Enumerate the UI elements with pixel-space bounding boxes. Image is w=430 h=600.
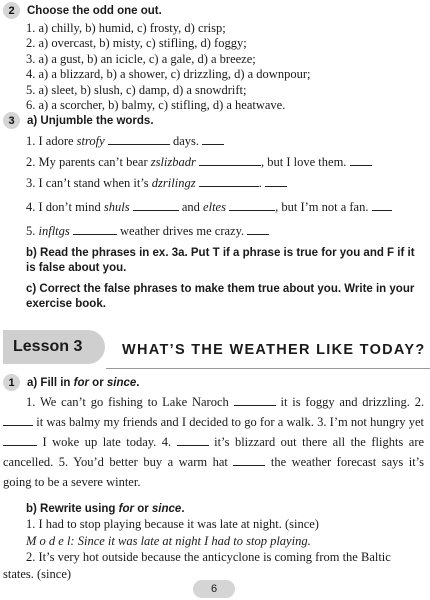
sentence-2: 2. My parents can’t bear zslizbadr , but I love them.	[3, 155, 372, 170]
exercise-3-header	[3, 112, 424, 129]
list-item: 1. I had to stop playing because it was late at night. (since)	[26, 517, 319, 531]
sentence-4: 4. I don’t mind shuls and eltes , but I’m not a fan.	[3, 200, 392, 215]
sentence-3: 3. I can’t stand when it’s dzrilingz .	[3, 176, 287, 191]
answer-blank[interactable]	[199, 156, 261, 166]
exercise-subtitle: a) Unjumble the words.	[27, 114, 154, 127]
answer-blank[interactable]	[3, 436, 37, 446]
exercise-1	[3, 374, 424, 391]
answer-blank[interactable]	[133, 201, 179, 211]
sentence-5: 5. infltgs weather drives me crazy.	[3, 224, 269, 239]
jumbled-word: eltes	[203, 200, 226, 214]
tf-blank[interactable]	[265, 177, 287, 187]
tf-blank[interactable]	[372, 201, 392, 211]
answer-blank[interactable]	[233, 456, 265, 466]
answer-blank[interactable]	[234, 396, 276, 406]
list-item: 2. a) overcast, b) misty, c) stifling, d) foggy;	[26, 36, 247, 51]
exercise-number-badge: 2	[3, 2, 20, 19]
page-number: 6	[193, 580, 235, 598]
jumbled-word: infltgs	[38, 224, 70, 238]
exercise-3	[3, 112, 424, 129]
exercise-2	[3, 2, 424, 113]
lesson-label: Lesson 3	[3, 330, 105, 364]
sentence-1: 1. I adore strofy days.	[3, 134, 224, 149]
rewrite-list	[3, 516, 424, 582]
exercise-number-badge: 1	[3, 374, 20, 391]
list-item: 2. It’s very hot outside because the anticyclone is coming from the Baltic states. (since)	[3, 550, 391, 581]
model-answer: M o d e l: Since it was late at night I had to stop playing.	[26, 533, 311, 548]
answer-blank[interactable]	[73, 225, 117, 235]
tf-blank[interactable]	[350, 156, 372, 166]
tf-blank[interactable]	[202, 135, 224, 145]
lesson-title: WHAT’S THE WEATHER LIKE TODAY?	[122, 342, 426, 358]
lesson-header	[0, 324, 430, 370]
exercise-subtitle: a) Fill in for or since.	[27, 376, 140, 389]
exercise-title: Choose the odd one out.	[27, 4, 162, 17]
jumbled-word: dzrilingz	[151, 176, 196, 190]
exercise-number-badge: 3	[3, 112, 20, 129]
divider	[106, 368, 430, 369]
answer-blank[interactable]	[108, 135, 170, 145]
list-item: 1. a) chilly, b) humid, c) frosty, d) crisp;	[26, 21, 226, 35]
fill-in-paragraph: 1. We can’t go fishing to Lake Naroch it is foggy and drizzling. 2. it was balmy my friends and I decided to go for a walk. 3. I’m not hungry yet I woke up late today. 4. it’s blizzard out there all the flights are cancelled. 5. You’d better buy a warm hat the weather forecast says it’s going to be a severe winter.	[3, 395, 425, 489]
exercise-2-header	[3, 2, 424, 19]
exercise-1-header	[3, 374, 424, 391]
list-item: 6. a) a scorcher, b) balmy, c) stifling, d) a heatwave.	[26, 98, 286, 113]
answer-blank[interactable]	[229, 201, 275, 211]
answer-blank[interactable]	[177, 436, 209, 446]
answer-blank[interactable]	[3, 416, 33, 426]
list-item: 3. a) a gust, b) an icicle, c) a gale, d) a breeze;	[26, 51, 256, 66]
tf-blank[interactable]	[247, 225, 269, 235]
jumbled-word: zslizbadr	[150, 155, 196, 169]
instruction-3c: c) Correct the false phrases to make them true about you. Write in your exercise book.	[26, 283, 415, 310]
instruction-1b: b) Rewrite using for or since.	[26, 503, 185, 515]
list-item: 5. a) sleet, b) slush, c) damp, d) a snowdrift;	[26, 82, 247, 97]
instruction-3b: b) Read the phrases in ex. 3a. Put T if a phrase is true for you and F if it is false about you.	[26, 247, 415, 274]
answer-blank[interactable]	[199, 177, 259, 187]
list-item: 4. a) a blizzard, b) a shower, c) drizzling, d) a downpour;	[26, 67, 311, 82]
jumbled-word: strofy	[76, 134, 105, 148]
jumbled-word: shuls	[103, 200, 130, 214]
